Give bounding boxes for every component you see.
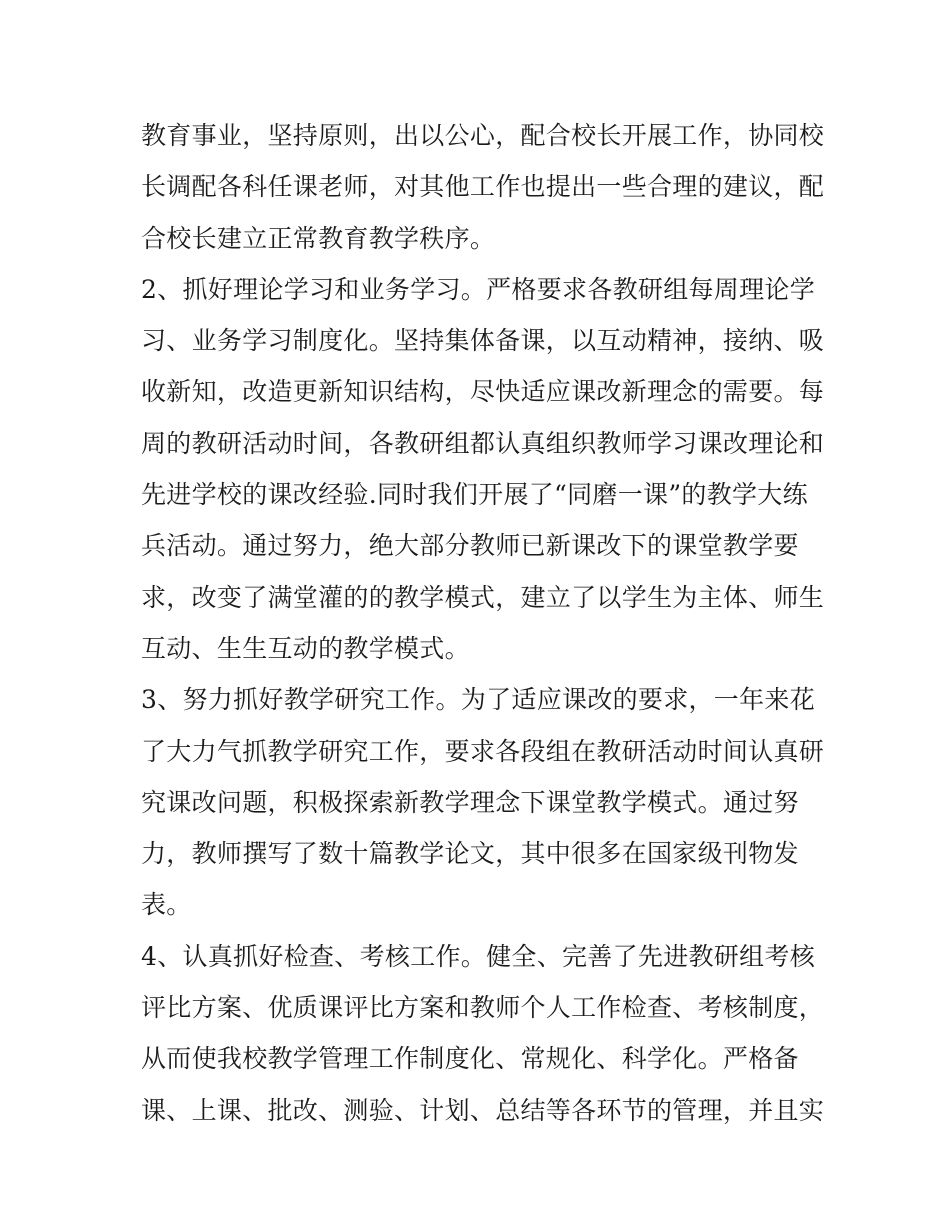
text-line: 究课改问题，积极探索新教学理念下课堂教学模式。通过努 <box>141 787 799 817</box>
text-line: 长调配各科任课老师，对其他工作也提出一些合理的建议，配 <box>141 172 825 202</box>
text-line: 了大力气抓教学研究工作，要求各段组在教研活动时间认真研 <box>141 736 825 766</box>
text-line: 兵活动。通过努力，绝大部分教师已新课改下的课堂教学要 <box>141 531 799 561</box>
text-line: 表。 <box>141 890 192 920</box>
text-line: 收新知，改造更新知识结构，尽快适应课改新理念的需要。每 <box>141 377 825 407</box>
text-line: 互动、生生互动的教学模式。 <box>141 633 470 663</box>
text-line: 2、抓好理论学习和业务学习。严格要求各教研组每周理论学 <box>141 274 816 304</box>
text-line: 周的教研活动时间，各教研组都认真组织教师学习课改理论和 <box>141 428 825 458</box>
text-line: 先进学校的课改经验.同时我们开展了“同磨一课”的教学大练 <box>141 480 808 510</box>
text-line: 评比方案、优质课评比方案和教师个人工作检查、考核制度， <box>141 993 825 1023</box>
text-line: 课、上课、批改、测验、计划、总结等各环节的管理，并且实 <box>141 1095 825 1125</box>
document-body <box>141 110 825 1136</box>
text-line: 习、业务学习制度化。坚持集体备课，以互动精神，接纳、吸 <box>141 326 825 356</box>
text-line: 从而使我校教学管理工作制度化、常规化、科学化。严格备 <box>141 1044 799 1074</box>
text-line: 3、努力抓好教学研究工作。为了适应课改的要求，一年来花 <box>141 685 816 715</box>
text-line: 合校长建立正常教育教学秩序。 <box>141 223 496 253</box>
text-line: 求，改变了满堂灌的的教学模式，建立了以学生为主体、师生 <box>141 582 825 612</box>
text-line: 教育事业，坚持原则，出以公心，配合校长开展工作，协同校 <box>141 121 825 150</box>
text-line: 力，教师撰写了数十篇教学论文，其中很多在国家级刊物发 <box>141 839 799 869</box>
text-line: 4、认真抓好检查、考核工作。健全、完善了先进教研组考核 <box>141 941 816 971</box>
